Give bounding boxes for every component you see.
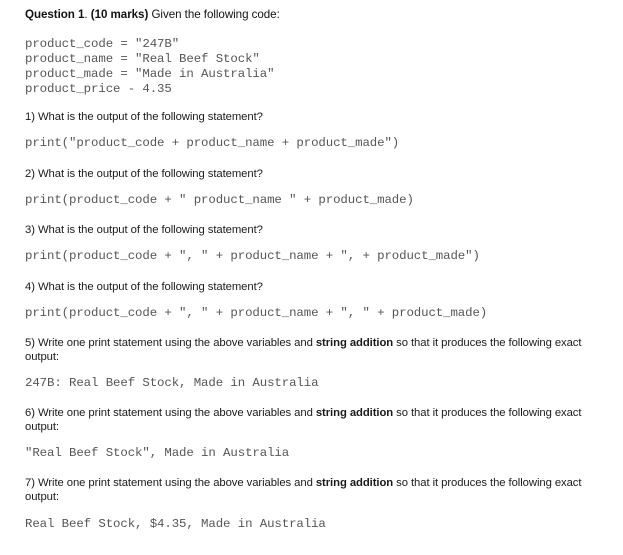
code-declaration-line: product_made = "Made in Australia" bbox=[25, 67, 275, 81]
question-prompt-text-after: so that it produces the following exact output: bbox=[25, 407, 582, 434]
question-prompt bbox=[25, 167, 263, 181]
question-number: 1) bbox=[25, 111, 35, 123]
question-prompt-emphasis: string addition bbox=[315, 407, 394, 419]
expected-output: 247B: Real Beef Stock, Made in Australia bbox=[25, 376, 319, 390]
question-code-snippet: print(product_code + ", " + product_name + ", " + product_made) bbox=[25, 306, 488, 320]
question-prompt-text: What is the output of the following statement? bbox=[37, 168, 263, 180]
expected-output: "Real Beef Stock", Made in Australia bbox=[25, 446, 290, 460]
question-prompt bbox=[25, 476, 617, 504]
question-number: 4) bbox=[25, 281, 35, 293]
question-prompt-text: What is the output of the following statement? bbox=[37, 224, 263, 236]
heading-tail: Given the following code: bbox=[148, 8, 280, 21]
question-code-snippet: print("product_code + product_name + product_made") bbox=[25, 136, 400, 150]
expected-output: Real Beef Stock, $4.35, Made in Australia bbox=[25, 517, 326, 531]
question-prompt bbox=[25, 110, 263, 124]
question-prompt bbox=[25, 336, 605, 364]
page-title bbox=[25, 8, 280, 22]
question-prompt-text-before: Write one print statement using the above variables and bbox=[37, 477, 316, 489]
question-code-snippet: print(product_code + " product_name " + product_made) bbox=[25, 193, 414, 207]
question-prompt-text: What is the output of the following statement? bbox=[37, 111, 263, 123]
question-prompt-text: What is the output of the following statement? bbox=[37, 281, 263, 293]
code-declaration-line: product_code = "247B" bbox=[25, 37, 180, 51]
question-prompt-emphasis: string addition bbox=[315, 477, 394, 489]
question-prompt bbox=[25, 406, 605, 434]
question-number: 5) bbox=[25, 337, 35, 349]
question-code-snippet: print(product_code + ", " + product_name + ", + product_made") bbox=[25, 249, 480, 263]
question-prompt bbox=[25, 223, 263, 237]
question-prompt-text-after: so that it produces the following exact output: bbox=[25, 477, 582, 504]
question-number: 2) bbox=[25, 168, 35, 180]
question-prompt-text-before: Write one print statement using the above variables and bbox=[37, 337, 316, 349]
question-label: Question 1 bbox=[25, 8, 85, 21]
marks-label: (10 marks) bbox=[90, 8, 149, 21]
question-prompt-emphasis: string addition bbox=[315, 337, 394, 349]
code-declaration-line: product_price - 4.35 bbox=[25, 82, 172, 96]
question-number: 7) bbox=[25, 477, 35, 489]
question-prompt bbox=[25, 280, 263, 294]
code-declaration-line: product_name = "Real Beef Stock" bbox=[25, 52, 260, 66]
heading-separator: . bbox=[84, 8, 91, 21]
question-number: 6) bbox=[25, 407, 35, 419]
question-prompt-text-after: so that it produces the following exact output: bbox=[25, 337, 582, 364]
question-number: 3) bbox=[25, 224, 35, 236]
question-prompt-text-before: Write one print statement using the above variables and bbox=[37, 407, 316, 419]
